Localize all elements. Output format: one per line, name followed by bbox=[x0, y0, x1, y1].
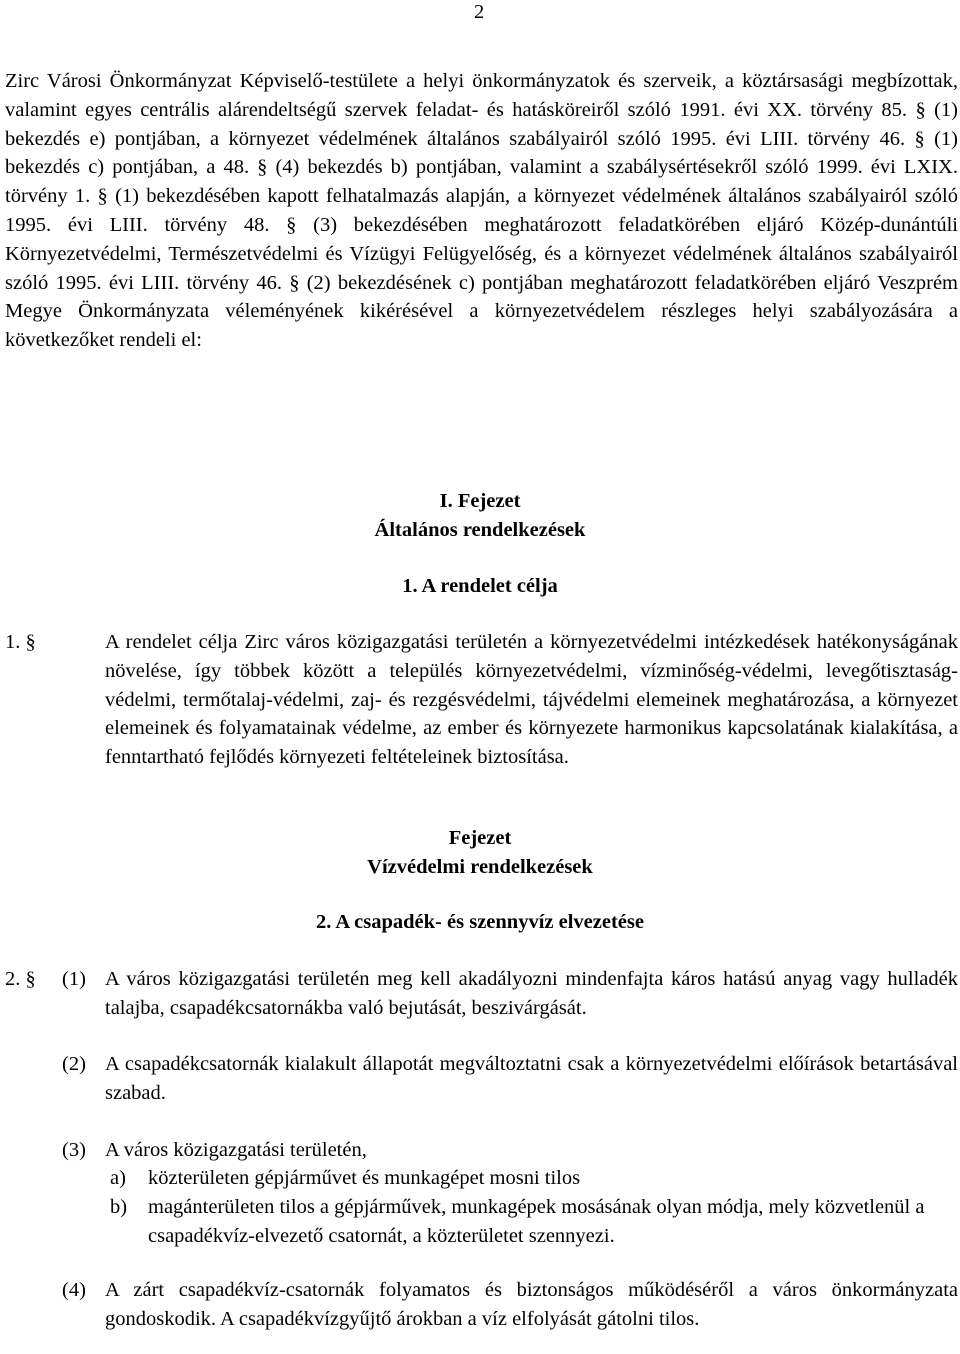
list-item-text: magánterületen tilos a gépjárművek, munkagépek mosásának olyan módja, mely közvetlenül a csapadékvíz-elvezető csatornát, a közterületet szennyezi. bbox=[148, 1196, 925, 1247]
list-item-text: közterületen gépjárművet és munkagépet mosni tilos bbox=[148, 1167, 581, 1189]
chapter-1-subtitle: 1. A rendelet célja bbox=[402, 575, 558, 597]
paragraph-number: (2) bbox=[62, 1053, 86, 1075]
paragraph-number: (1) bbox=[62, 968, 86, 990]
chapter-1-number: I. Fejezet bbox=[439, 490, 521, 512]
chapter-2-number: Fejezet bbox=[448, 827, 512, 849]
list-item-letter: a) bbox=[110, 1167, 126, 1189]
chapter-2-title: Vízvédelmi rendelkezések bbox=[367, 856, 593, 878]
preamble-paragraph: Zirc Városi Önkormányzat Képviselő-testülete a helyi önkormányzatok és szerveik, a köztársasági megbízottak, valamint egyes centrális alárendeltségű szervek feladat- és hatásköreiről szóló 1991. évi XX. törvény 85. § (1) bekezdés e) pontjában, a környezet védelmének általános szabályairól szóló 1995. évi LIII. törvény 46. § (1) bekezdés c) pontjában, a 48. § (4) bekezdés b) pontjában, valamint a szabálysértésekről szóló 1999. évi LXIX. törvény 1. § (1) bekezdésében kapott felhatalmazás alapján, a környezet védelmének általános szabályairól szóló 1995. évi LIII. törvény 48. § (3) bekezdésében meghatározott feladatkörében eljáró Közép-dunántúli Környezetvédelmi, Természetvédelmi és Vízügyi Felügyelőség, és a környezet védelmének általános szabályairól szóló 1995. évi LIII. törvény 46. § (2) bekezdésének c) pontjában meghatározott feladatkörében eljáró Veszprém Megye Önkormányzata véleményének kikérésével a környezetvédelem részleges helyi szabályozására a következőket rendeli el: bbox=[5, 70, 958, 352]
section-1-number: 1. § bbox=[5, 631, 36, 653]
section-1-text: A rendelet célja Zirc város közigazgatási területén a környezetvédelmi intézkedések hatékonyságának növelése, így többek között a település környezetvédelmi, vízminőség-védelmi, levegőtisztaság-védelmi, termőtalaj-védelmi, zaj- és rezgésvédelmi, tájvédelmi elemeinek meghatározása, a környezet elemeinek és folyamatainak védelme, az ember és környezete harmonikus kapcsolatának kialakítása, a fenntartható fejlődés környezeti feltételeinek biztosítása. bbox=[105, 631, 958, 769]
page-number: 2 bbox=[474, 1, 485, 23]
paragraph-number: (4) bbox=[62, 1279, 86, 1301]
paragraph-text: A csapadékcsatornák kialakult állapotát megváltoztatni csak a környezetvédelmi előírások betartásával szabad. bbox=[105, 1053, 958, 1104]
paragraph-text: A város közigazgatási területén meg kell akadályozni mindenfajta káros hatású anyag vagy hulladék talajba, csapadékcsatornákba való bejutását, beszivárgását. bbox=[105, 968, 958, 1019]
chapter-2-subtitle: 2. A csapadék- és szennyvíz elvezetése bbox=[316, 911, 644, 933]
paragraph-text: A város közigazgatási területén, bbox=[105, 1139, 367, 1161]
paragraph-text: A zárt csapadékvíz-csatornák folyamatos és biztonságos működéséről a város önkormányzata gondoskodik. A csapadékvízgyűjtő árokban a víz elfolyását gátolni tilos. bbox=[105, 1279, 958, 1330]
list-item-letter: b) bbox=[110, 1196, 128, 1218]
section-2-number: 2. § bbox=[5, 968, 36, 990]
chapter-1-title: Általános rendelkezések bbox=[374, 519, 586, 541]
paragraph-number: (3) bbox=[62, 1139, 86, 1161]
